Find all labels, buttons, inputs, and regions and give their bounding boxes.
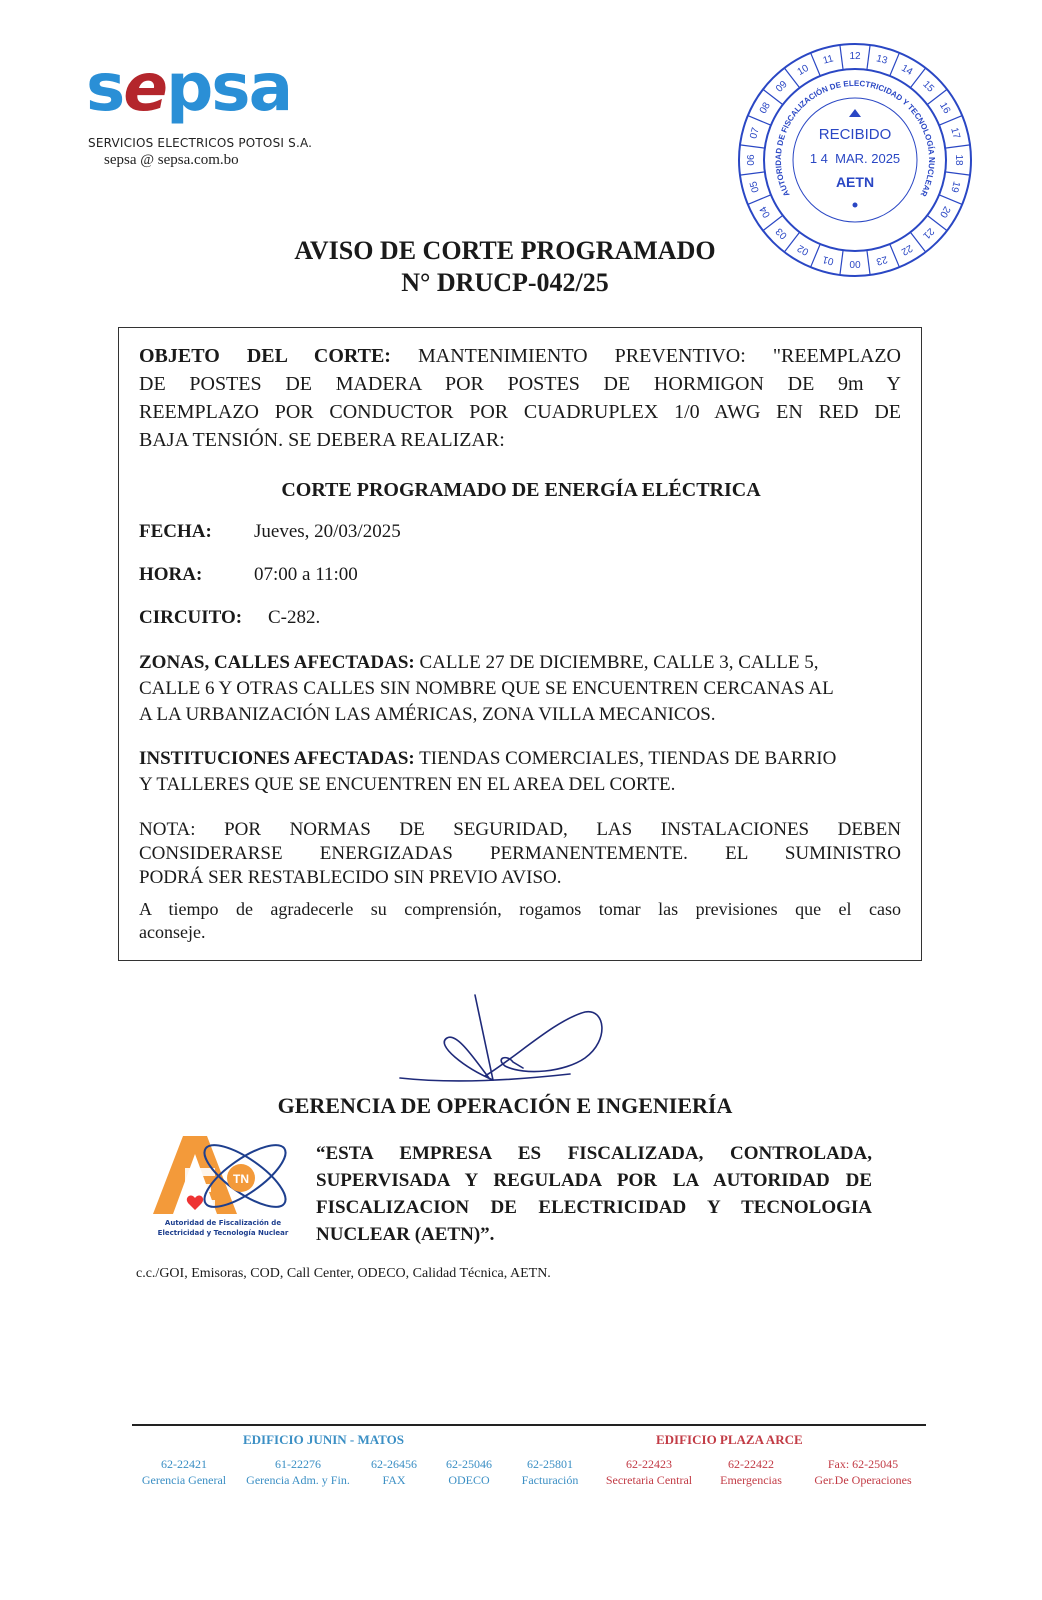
contact-label: ODECO: [448, 1473, 490, 1487]
contact-number: 61-22276: [275, 1457, 321, 1471]
stamp-hour-label: 08: [757, 100, 773, 116]
objeto-line: BAJA TENSIÓN. SE DEBERA REALIZAR:: [139, 429, 505, 451]
zonas-text: CALLE 27 DE DICIEMBRE, CALLE 3, CALLE 5,: [414, 652, 819, 673]
stamp-hour-divider: [740, 145, 765, 148]
aetn-caption: Autoridad de Fiscalización de: [164, 1219, 282, 1227]
stamp-hour-label: 11: [821, 53, 835, 67]
objeto-text: MANTENIMIENTO PREVENTIVO: "REEMPLAZO: [390, 345, 901, 367]
logo-letter-s: s: [86, 49, 124, 126]
nota: [139, 818, 901, 890]
instituciones-line: Y TALLERES QUE SE ENCUENTREN EN EL AREA DEL CORTE.: [139, 774, 676, 795]
nota-line: PODRÁ SER RESTABLECIDO SIN PREVIO AVISO.: [139, 867, 562, 888]
agradecimiento: [139, 898, 901, 944]
stamp-hour-divider: [840, 45, 843, 70]
nota-line: NOTA: POR NORMAS DE SEGURIDAD, LAS INSTALACIONES DEBEN: [139, 819, 901, 840]
contact-number: 62-26456: [371, 1457, 417, 1471]
zonas-line: CALLE 6 Y OTRAS CALLES SIN NOMBRE QUE SE ENCUENTREN CERCANAS AL: [139, 678, 834, 699]
stamp-hour-label: 04: [757, 204, 773, 220]
contact-number: 62-22423: [626, 1457, 672, 1471]
logo-letters-psa: psa: [166, 49, 292, 126]
stamp-hour-label: 07: [748, 126, 762, 140]
footer-divider: [132, 1424, 926, 1426]
footer-building-junin: EDIFICIO JUNIN - MATOS: [243, 1432, 404, 1447]
hora-row: [139, 564, 358, 586]
notice-box: [118, 327, 922, 961]
signature-department: GERENCIA DE OPERACIÓN E INGENIERÍA: [277, 1093, 733, 1118]
stamp-hour-label: 21: [920, 225, 937, 242]
contact-label: Facturación: [521, 1473, 579, 1487]
agradecimiento-line: A tiempo de agradecerle su comprensión, rogamos tomar las previsiones que el caso: [139, 899, 901, 919]
footer-contact: [132, 1456, 236, 1488]
instituciones-label: INSTITUCIONES AFECTADAS:: [139, 748, 415, 769]
contact-number: 62-25801: [527, 1457, 573, 1471]
stamp-hour-label: 09: [773, 78, 790, 95]
stamp-hour-divider: [748, 195, 771, 205]
footer-contact: [800, 1456, 926, 1488]
stamp-hour-divider: [890, 53, 900, 76]
stamp-hour-label: 22: [899, 242, 915, 258]
stamp-acronym: AETN: [835, 174, 875, 190]
logo-letter-e: e: [123, 49, 167, 126]
notice-title: AVISO DE CORTE PROGRAMADO: [294, 236, 716, 265]
zonas-line: A LA URBANIZACIÓN LAS AMÉRICAS, ZONA VILLA MECANICOS.: [139, 704, 716, 725]
footer-contact: [594, 1456, 704, 1488]
stamp-hour-divider: [740, 172, 765, 175]
stamp-status: RECIBIDO: [818, 126, 892, 143]
stamp-hour-label: 14: [899, 62, 915, 78]
aetn-caption: Electricidad y Tecnología Nuclear: [157, 1229, 289, 1237]
stamp-hour-label: 18: [953, 154, 964, 166]
contact-number: 62-22422: [728, 1457, 774, 1471]
stamp-hour-divider: [811, 53, 821, 76]
stamp-hour-label: 00: [849, 258, 861, 269]
statement-line: SUPERVISADA Y REGULADA POR LA AUTORIDAD DE: [316, 1170, 872, 1191]
circuito-row: [139, 607, 320, 629]
footer-contact: [432, 1456, 506, 1488]
zonas-afectadas: [139, 650, 901, 728]
contact-label: Ger.De Operaciones: [814, 1473, 912, 1487]
signature: [395, 990, 615, 1090]
statement-line: FISCALIZACION DE ELECTRICIDAD Y TECNOLOGIA: [316, 1197, 872, 1218]
objeto-line: [139, 342, 901, 370]
stamp-hour-divider: [867, 45, 870, 70]
stamp-hour-label: 12: [849, 51, 861, 62]
logo-wordmark: [86, 49, 326, 126]
stamp-hour-label: 15: [920, 78, 937, 95]
contact-label: Emergencias: [720, 1473, 782, 1487]
fecha-value: Jueves, 20/03/2025: [254, 521, 401, 542]
hora-value: 07:00 a 11:00: [254, 564, 358, 585]
footer-contact: [706, 1456, 796, 1488]
stamp-hour-label: 05: [748, 180, 762, 194]
notice-subtitle: CORTE PROGRAMADO DE ENERGÍA ELÉCTRICA: [281, 479, 761, 501]
objeto-del-corte: [139, 342, 901, 454]
footer-contact: [358, 1456, 430, 1488]
stamp-hour-label: 06: [746, 154, 757, 166]
contact-label: Gerencia Adm. y Fin.: [246, 1473, 350, 1487]
stamp-hour-divider: [939, 116, 962, 126]
zonas-label: ZONAS, CALLES AFECTADAS:: [139, 652, 415, 673]
stamp-hour-label: 19: [948, 180, 962, 194]
stamp-hour-label: 02: [795, 242, 811, 258]
company-email: sepsa @ sepsa.com.bo: [104, 152, 239, 168]
nota-line: CONSIDERARSE ENERGIZADAS PERMANENTEMENTE. EL SUMINISTRO: [139, 843, 901, 864]
contact-number: 62-22421: [161, 1457, 207, 1471]
aetn-logo: [145, 1128, 305, 1218]
agradecimiento-line: aconseje.: [139, 922, 206, 942]
fecha-label: FECHA:: [139, 521, 212, 542]
stamp-hour-divider: [748, 116, 771, 126]
stamp-hour-label: 01: [821, 253, 835, 267]
objeto-line: DE POSTES DE MADERA POR POSTES DE HORMIGON DE 9m Y: [139, 373, 901, 395]
stamp-hour-label: 20: [937, 204, 953, 220]
sepsa-logo: [86, 49, 326, 135]
circuito-value: C-282.: [268, 607, 321, 628]
contact-number: Fax: 62-25045: [827, 1457, 899, 1471]
fecha-row: [139, 521, 401, 543]
notice-number: N° DRUCP-042/25: [401, 268, 609, 297]
stamp-org-text: AUTORIDAD DE FISCALIZACIÓN DE ELECTRICIDAD Y TECNOLOGÍA NUCLEAR: [773, 78, 937, 198]
stamp-hour-label: 23: [875, 253, 889, 267]
contact-number: 62-25046: [446, 1457, 492, 1471]
stamp-date: 1 4 MAR. 2025: [809, 151, 901, 166]
hora-label: HORA:: [139, 564, 203, 585]
carbon-copy-list: c.c./GOI, Emisoras, COD, Call Center, ODECO, Calidad Técnica, AETN.: [136, 1266, 551, 1281]
footer-contact: [508, 1456, 592, 1488]
instituciones-afectadas: [139, 746, 901, 798]
objeto-label: OBJETO DEL CORTE:: [139, 345, 391, 367]
stamp-hour-label: 10: [795, 62, 811, 78]
stamp-hour-label: 03: [773, 225, 790, 242]
footer-contact: [238, 1456, 358, 1488]
aetn-badge-text: TN: [233, 1172, 249, 1186]
regulation-statement: [316, 1140, 872, 1248]
contact-label: Gerencia General: [141, 1473, 227, 1487]
stamp-hour-divider: [945, 172, 970, 175]
footer-building-plaza-arce: EDIFICIO PLAZA ARCE: [656, 1432, 803, 1447]
circuito-label: CIRCUITO:: [139, 607, 243, 628]
contact-label: Secretaria Central: [605, 1473, 693, 1487]
instituciones-text: TIENDAS COMERCIALES, TIENDAS DE BARRIO: [414, 748, 837, 769]
stamp-hour-divider: [939, 195, 962, 205]
stamp-hour-divider: [945, 145, 970, 148]
contact-label: FAX: [382, 1473, 406, 1487]
stamp-dot: [853, 203, 858, 208]
objeto-line: REEMPLAZO POR CONDUCTOR POR CUADRUPLEX 1/0 AWG EN RED DE: [139, 401, 901, 423]
statement-line: “ESTA EMPRESA ES FISCALIZADA, CONTROLADA,: [316, 1143, 872, 1164]
company-full-name: SERVICIOS ELECTRICOS POTOSI S.A.: [88, 136, 313, 150]
statement-line: NUCLEAR (AETN)”.: [316, 1224, 495, 1245]
stamp-hour-label: 16: [937, 100, 953, 116]
stamp-emblem-icon: [849, 109, 861, 117]
stamp-hour-label: 13: [875, 53, 889, 67]
stamp-hour-label: 17: [948, 126, 962, 140]
